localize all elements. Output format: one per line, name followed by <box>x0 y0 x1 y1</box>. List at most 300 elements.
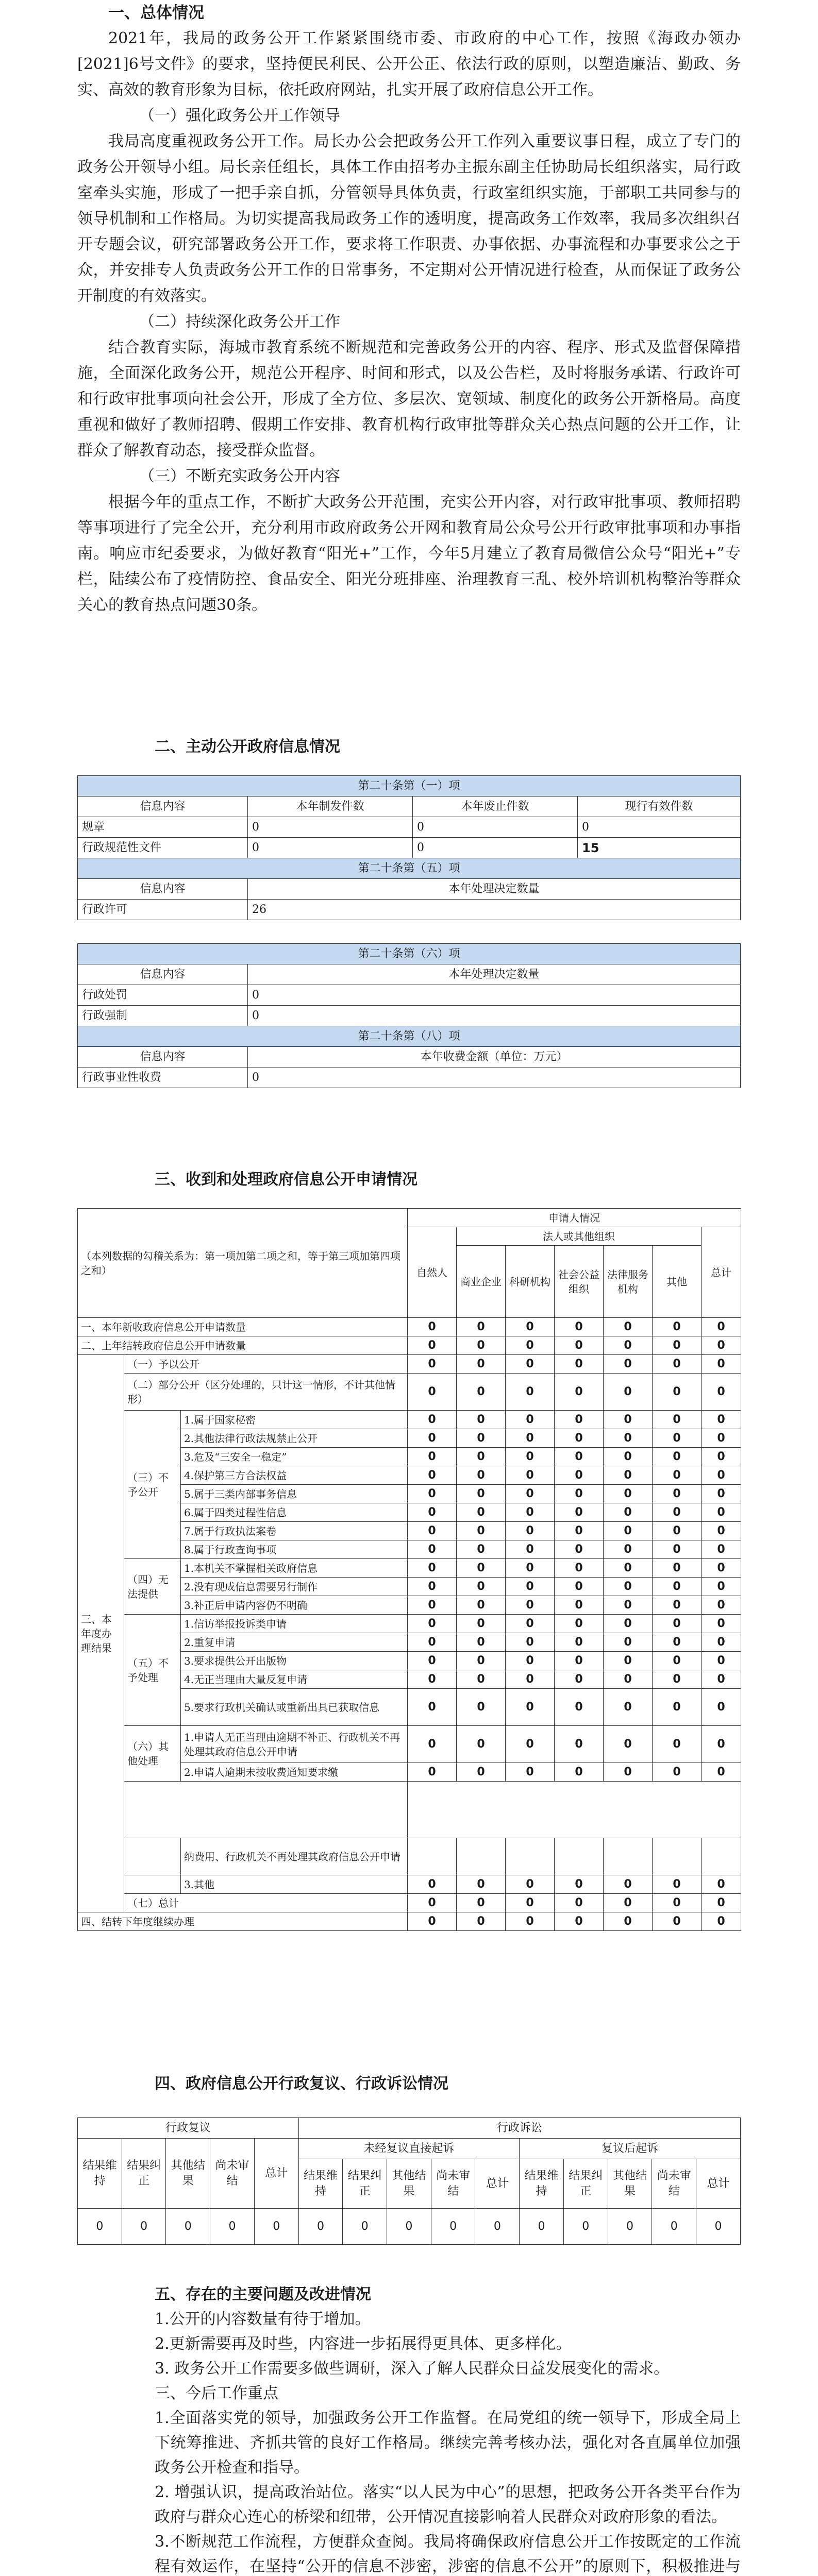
table-cell: 0 <box>254 2209 298 2245</box>
table-cell: 0 <box>506 1578 555 1596</box>
issue-item: 2.更新需要再及时些，内容进一步拓展得更具体、更多样化。 <box>155 2335 572 2353</box>
table-cell: 0 <box>702 1411 741 1429</box>
table-cell: 0 <box>457 1522 506 1540</box>
table-cell: 0 <box>702 1485 741 1503</box>
table-cell: 0 <box>653 1763 702 1782</box>
table-cell: 0 <box>702 1726 741 1763</box>
table-cell: 0 <box>702 1912 741 1931</box>
table-cell: 0 <box>604 1336 653 1355</box>
review-litigation-table <box>77 2117 741 2245</box>
table-cell: 0 <box>652 2209 696 2245</box>
table-cell: 0 <box>210 2209 255 2245</box>
table-cell: 0 <box>506 1355 555 1374</box>
table-cell: 26 <box>248 900 741 920</box>
table-row <box>78 1355 741 1374</box>
table-cell: 0 <box>457 1726 506 1763</box>
table-cell: 0 <box>457 1374 506 1411</box>
row-label: 纳费用、行政机关不再处理其政府信息公开申请 <box>181 1838 408 1875</box>
table-row <box>78 1559 741 1578</box>
table-cell: 规章 <box>78 817 248 838</box>
table-cell: 0 <box>555 1726 604 1763</box>
table-cell: 0 <box>604 1689 653 1726</box>
table-cell: 0 <box>298 2209 343 2245</box>
table-cell: 0 <box>248 838 413 858</box>
table-band: 第二十条第（六）项 <box>78 944 741 964</box>
table-cell: 0 <box>702 1540 741 1559</box>
table-cell: 0 <box>653 1596 702 1615</box>
table-row <box>78 900 741 920</box>
table-cell: 0 <box>604 1894 653 1912</box>
row-label: （二）部分公开（区分处理的，只计这一情形，不计其他情形） <box>124 1374 408 1411</box>
table-cell: 0 <box>604 1374 653 1411</box>
table-cell: 0 <box>653 1894 702 1912</box>
row-label: 2.重复申请 <box>181 1633 408 1652</box>
section-heading: 一、总体情况 <box>108 4 204 22</box>
table-cell: 0 <box>457 1336 506 1355</box>
table-cell: 0 <box>653 1726 702 1763</box>
table-header: 信息内容 <box>78 796 248 817</box>
table-header: 科研机构 <box>506 1246 555 1318</box>
table-cell: 0 <box>457 1355 506 1374</box>
table-cell: 15 <box>578 838 741 858</box>
section-heading: 三、收到和处理政府信息公开申请情况 <box>155 1171 418 1189</box>
table-header: 结果维持 <box>78 2139 122 2209</box>
table-cell: 0 <box>608 2209 652 2245</box>
table-cell: 0 <box>408 1522 457 1540</box>
table-cell: 0 <box>604 1652 653 1670</box>
table-cell: 0 <box>431 2209 475 2245</box>
table-cell: 0 <box>604 1578 653 1596</box>
active-disclosure-table <box>77 775 741 1088</box>
table-cell: 0 <box>604 1448 653 1466</box>
table-cell: 0 <box>506 1374 555 1411</box>
table-cell: 0 <box>604 1670 653 1689</box>
table-cell: 0 <box>457 1633 506 1652</box>
table-cell: 0 <box>457 1615 506 1633</box>
table-cell: 0 <box>555 1355 604 1374</box>
table-cell: 0 <box>457 1318 506 1336</box>
table-cell: 行政强制 <box>78 1006 248 1026</box>
table-cell: 0 <box>702 1336 741 1355</box>
table-cell: 0 <box>408 1466 457 1485</box>
table-cell: 0 <box>653 1578 702 1596</box>
table-cell: 0 <box>506 1875 555 1894</box>
table-cell: 0 <box>506 1411 555 1429</box>
table-cell: 0 <box>506 1912 555 1931</box>
table-band: 第二十条第（一）项 <box>78 776 741 796</box>
table-cell: 0 <box>653 1540 702 1559</box>
table-cell: 0 <box>702 1318 741 1336</box>
table-header: 结果维持 <box>520 2159 564 2209</box>
table-header: 自然人 <box>408 1227 457 1318</box>
table-cell: 0 <box>604 1503 653 1522</box>
table-cell: 0 <box>457 1670 506 1689</box>
table-cell: 0 <box>457 1912 506 1931</box>
table-cell: 0 <box>702 1875 741 1894</box>
table-cell: 0 <box>555 1429 604 1448</box>
table-row <box>78 1875 741 1894</box>
row-label: 2.没有现成信息需要另行制作 <box>181 1578 408 1596</box>
table-cell: 0 <box>555 1596 604 1615</box>
row-label: 3.补正后申请内容仍不明确 <box>181 1596 408 1615</box>
table-row <box>78 817 741 838</box>
table-cell: 0 <box>604 1633 653 1652</box>
table-cell <box>124 1838 181 1875</box>
table-cell: 0 <box>604 1485 653 1503</box>
table-cell: 0 <box>702 1894 741 1912</box>
table-cell: 0 <box>555 1633 604 1652</box>
table-cell: 0 <box>702 1633 741 1652</box>
table-cell: 0 <box>506 1540 555 1559</box>
table-cell: 0 <box>555 1652 604 1670</box>
table-cell: 0 <box>653 1318 702 1336</box>
table-row <box>78 1374 741 1411</box>
table-band: 第二十条第（八）项 <box>78 1026 741 1047</box>
row-group-label: （六）其他处理 <box>124 1726 181 1782</box>
section-heading: 四、政府信息公开行政复议、行政诉讼情况 <box>155 2075 448 2093</box>
table-header: 现行有效件数 <box>578 796 741 817</box>
table-cell: 0 <box>555 1448 604 1466</box>
table-cell: 0 <box>248 1067 741 1088</box>
table-cell: 0 <box>653 1411 702 1429</box>
row-label: 二、上年结转政府信息公开申请数量 <box>78 1336 408 1355</box>
table-cell: 0 <box>506 1633 555 1652</box>
row-label: 1.信访举报投诉类申请 <box>181 1615 408 1633</box>
table-cell: 0 <box>506 1670 555 1689</box>
table-cell: 0 <box>578 817 741 838</box>
table-cell <box>408 1838 457 1875</box>
table-cell: 0 <box>702 1355 741 1374</box>
table-cell: 0 <box>457 1429 506 1448</box>
table-cell: 0 <box>555 1466 604 1485</box>
table-cell: 0 <box>555 1689 604 1726</box>
table-cell: 0 <box>475 2209 520 2245</box>
table-cell: 0 <box>408 1912 457 1931</box>
table-cell: 0 <box>506 1615 555 1633</box>
table-header: 尚未审结 <box>431 2159 475 2209</box>
table-cell: 0 <box>702 1466 741 1485</box>
table-cell: 0 <box>408 1596 457 1615</box>
table-cell: 0 <box>604 1318 653 1336</box>
table-cell: 0 <box>653 1448 702 1466</box>
row-group-label: （五）不予处理 <box>124 1615 181 1726</box>
row-label: 1.属于国家秘密 <box>181 1411 408 1429</box>
table-row <box>78 1336 741 1355</box>
table-cell: 0 <box>457 1763 506 1782</box>
table-cell: 行政许可 <box>78 900 248 920</box>
table-cell: 0 <box>343 2209 387 2245</box>
row-group-label: 三、本年度办理结果 <box>78 1355 124 1912</box>
table-cell: 0 <box>457 1689 506 1726</box>
table-row <box>78 985 741 1006</box>
table-header: 结果纠正 <box>563 2159 608 2209</box>
section-overview <box>77 0 741 618</box>
table-header: 本年制发件数 <box>248 796 413 817</box>
table-cell: 0 <box>506 1318 555 1336</box>
table-row <box>78 1411 741 1429</box>
table-cell <box>124 1875 181 1894</box>
table-cell: 0 <box>457 1411 506 1429</box>
table-cell: 0 <box>604 1355 653 1374</box>
table-cell: 0 <box>555 1559 604 1578</box>
table-cell: 0 <box>408 1355 457 1374</box>
table-cell: 0 <box>457 1540 506 1559</box>
table-cell: 0 <box>555 1374 604 1411</box>
table-cell: 0 <box>506 1485 555 1503</box>
table-cell: 0 <box>506 1503 555 1522</box>
table-cell: 0 <box>506 1726 555 1763</box>
table-header: 行政诉讼 <box>298 2118 740 2139</box>
table-header: 其他结果 <box>166 2139 210 2209</box>
table-cell: 0 <box>457 1559 506 1578</box>
table-cell: 0 <box>506 1894 555 1912</box>
row-label: 1.申请人无正当理由逾期不补正、行政机关不再处理其政府信息公开申请 <box>181 1726 408 1763</box>
table-cell: 0 <box>604 1540 653 1559</box>
subsection-paragraph: 结合教育实际，海城市教育系统不断规范和完善政务公开的内容、程序、形式及监督保障措施，全面深化政务公开，规范公开程序、时间和形式，以及公告栏，及时将服务承诺、行政许可和行政审批事项向社会公开，形成了全方位、多层次、宽领域、制度化的政务公开新格局。高度重视和做好了教师招聘、假期工作安排、教育机构行政审批等群众关心热点问题的公开工作，让群众了解教育动态，接受群众监督。 <box>77 338 741 460</box>
table-cell: 0 <box>506 1522 555 1540</box>
table-cell: 0 <box>248 817 413 838</box>
row-label: 2.其他法律行政法规禁止公开 <box>181 1429 408 1448</box>
row-label: 4.保护第三方合法权益 <box>181 1466 408 1485</box>
table-cell: 0 <box>604 1875 653 1894</box>
table-cell: 0 <box>604 1411 653 1429</box>
table-row <box>78 1894 741 1912</box>
table-cell: 0 <box>604 1466 653 1485</box>
table-cell <box>653 1838 702 1875</box>
table-cell: 0 <box>604 1522 653 1540</box>
table-cell <box>457 1838 506 1875</box>
table-cell: 0 <box>555 1485 604 1503</box>
subsection-title: 三、今后工作重点 <box>155 2384 278 2402</box>
row-label: 1.本机关不掌握相关政府信息 <box>181 1559 408 1578</box>
table-row <box>78 838 741 858</box>
table-cell: 0 <box>702 1578 741 1596</box>
subsection-title: （三）不断充实政务公开内容 <box>139 467 340 485</box>
section-plans <box>155 2406 741 2576</box>
table-cell: 0 <box>506 1596 555 1615</box>
table-cell: 0 <box>653 1429 702 1448</box>
table-cell: 0 <box>653 1503 702 1522</box>
section-heading: 五、存在的主要问题及改进情况 <box>155 2285 371 2303</box>
table-cell: 0 <box>604 1559 653 1578</box>
table-cell: 0 <box>702 1670 741 1689</box>
table-cell: 0 <box>653 1355 702 1374</box>
table-cell: 0 <box>166 2209 210 2245</box>
table-cell: 0 <box>248 985 741 1006</box>
subsection-title: （二）持续深化政务公开工作 <box>139 313 340 331</box>
table-cell: 0 <box>413 817 578 838</box>
table-header: 申请人情况 <box>408 1209 741 1227</box>
table-cell: 0 <box>604 1763 653 1782</box>
table-header: 其他结果 <box>608 2159 652 2209</box>
table-cell: 0 <box>555 1503 604 1522</box>
table-cell: 0 <box>653 1652 702 1670</box>
application-table <box>77 1208 741 1931</box>
row-label: 6.属于四类过程性信息 <box>181 1503 408 1522</box>
row-label: 3.要求提供公开出版物 <box>181 1652 408 1670</box>
table-cell: 0 <box>653 1875 702 1894</box>
table-cell <box>604 1838 653 1875</box>
row-label: 7.属于行政执法案卷 <box>181 1522 408 1540</box>
table-header: 总计 <box>702 1227 741 1318</box>
table-cell <box>506 1838 555 1875</box>
row-label: （七）总计 <box>124 1894 408 1912</box>
table-row <box>78 1615 741 1633</box>
table-cell: 0 <box>653 1374 702 1411</box>
table-header: 社会公益组织 <box>555 1246 604 1318</box>
table-cell: 0 <box>408 1875 457 1894</box>
table-cell: 0 <box>457 1485 506 1503</box>
table-header: 行政复议 <box>78 2118 299 2139</box>
table-cell: 0 <box>408 1578 457 1596</box>
table-cell: 0 <box>702 1374 741 1411</box>
table-cell: 0 <box>457 1466 506 1485</box>
section-heading: 二、主动公开政府信息情况 <box>155 738 340 756</box>
table-header: 商业企业 <box>457 1246 506 1318</box>
table-cell: 0 <box>555 1522 604 1540</box>
issue-item: 3. 政务公开工作需要多做些调研，深入了解人民群众日益发展变化的需求。 <box>155 2360 670 2378</box>
table-cell: 0 <box>408 1540 457 1559</box>
row-label: 3.危及“三安全一稳定” <box>181 1448 408 1466</box>
table-cell: 0 <box>702 1652 741 1670</box>
table-cell: 0 <box>78 2209 122 2245</box>
row-label: 一、本年新收政府信息公开申请数量 <box>78 1318 408 1336</box>
table-cell: 0 <box>408 1485 457 1503</box>
subsection-title: （一）强化政务公开工作领导 <box>139 107 340 125</box>
row-label: 3.其他 <box>181 1875 408 1894</box>
table-cell: 0 <box>555 1875 604 1894</box>
table-cell: 0 <box>506 1763 555 1782</box>
table-cell: 0 <box>408 1670 457 1689</box>
table-header: 结果纠正 <box>122 2139 166 2209</box>
table-cell: 0 <box>408 1894 457 1912</box>
table-cell: 0 <box>506 1466 555 1485</box>
table-cell: 0 <box>408 1652 457 1670</box>
row-label: 4.无正当理由大量反复申请 <box>181 1670 408 1689</box>
table-cell: 0 <box>653 1670 702 1689</box>
table-cell: 0 <box>555 1894 604 1912</box>
table-cell: 0 <box>122 2209 166 2245</box>
table-header: 结果维持 <box>298 2159 343 2209</box>
table-cell: 0 <box>457 1894 506 1912</box>
table-cell: 0 <box>653 1522 702 1540</box>
section-issues <box>155 2282 741 2406</box>
table-cell: 0 <box>555 1615 604 1633</box>
table-cell: 0 <box>653 1485 702 1503</box>
table-row <box>78 1726 741 1763</box>
table-cell: 0 <box>702 1596 741 1615</box>
table-header: 尚未审结 <box>210 2139 255 2209</box>
table-cell: 0 <box>696 2209 741 2245</box>
table-cell: 0 <box>555 1670 604 1689</box>
table-cell: 0 <box>555 1578 604 1596</box>
table-header: 其他结果 <box>387 2159 431 2209</box>
row-label: 2.申请人逾期未按收费通知要求缴 <box>181 1763 408 1782</box>
table-cell: 0 <box>555 1912 604 1931</box>
table-row <box>78 1912 741 1931</box>
table-cell: 0 <box>653 1615 702 1633</box>
table-header: 总计 <box>475 2159 520 2209</box>
table-cell: 0 <box>604 1596 653 1615</box>
table-cell: 0 <box>653 1689 702 1726</box>
table-cell: 0 <box>506 1559 555 1578</box>
table-cell: 0 <box>408 1411 457 1429</box>
table-cell: 0 <box>506 1689 555 1726</box>
table-cell: 0 <box>653 1336 702 1355</box>
table-cell: 0 <box>457 1448 506 1466</box>
table-band: 第二十条第（五）项 <box>78 858 741 879</box>
table-header: 结果纠正 <box>343 2159 387 2209</box>
table-cell: 0 <box>413 838 578 858</box>
table-row <box>78 1318 741 1336</box>
plan-item: 1.全面落实党的领导，加强政务公开工作监督。在局党组的统一领导下，形成全局上下统筹推进、齐抓共管的良好工作格局。继续完善考核办法，强化对各直属单位加强政务公开检查和指导。 <box>155 2409 741 2477</box>
table-cell: 0 <box>555 1411 604 1429</box>
table-cell: 0 <box>457 1596 506 1615</box>
table-header: 本年收费金额（单位：万元） <box>248 1047 741 1067</box>
table-cell: 0 <box>520 2209 564 2245</box>
intro-paragraph: 2021年，我局的政务公开工作紧紧围绕市委、市政府的中心工作，按照《海政办领办[2021]6号文件》的要求，坚持便民利民、公开公正、依法行政的原则，以塑造廉洁、勤政、务实、高效的教育形象为目标，依托政府网站，扎实开展了政府信息公开工作。 <box>77 29 741 99</box>
table-cell: 0 <box>604 1429 653 1448</box>
row-label: 5.要求行政机关确认或重新出具已获取信息 <box>181 1689 408 1726</box>
table-cell: 0 <box>408 1689 457 1726</box>
table-cell: 0 <box>506 1448 555 1466</box>
table-cell: 0 <box>604 1615 653 1633</box>
row-group-label: （四）无法提供 <box>124 1559 181 1615</box>
table-header: 复议后起诉 <box>520 2139 741 2159</box>
row-label: 四、结转下年度继续办理 <box>78 1912 408 1931</box>
table-cell: 0 <box>653 1912 702 1931</box>
table-cell: 0 <box>653 1633 702 1652</box>
table-cell: 0 <box>702 1448 741 1466</box>
issue-item: 1.公开的内容数量有待于增加。 <box>155 2310 371 2328</box>
table-cell: 0 <box>506 1429 555 1448</box>
table-cell: 0 <box>563 2209 608 2245</box>
table-row <box>78 1006 741 1026</box>
table-cell: 0 <box>408 1318 457 1336</box>
table-cell: 0 <box>457 1503 506 1522</box>
table-cell: 0 <box>408 1763 457 1782</box>
table-cell: 0 <box>408 1615 457 1633</box>
table-cell: 0 <box>387 2209 431 2245</box>
table-cell: 0 <box>702 1559 741 1578</box>
row-group-label: （三）不予公开 <box>124 1411 181 1559</box>
table-header: 法人或其他组织 <box>457 1227 702 1246</box>
table-header: 本年处理决定数量 <box>248 964 741 985</box>
plan-item: 2. 增强认识，提高政治站位。落实“以人民为中心”的思想，把政务公开各类平台作为政府与群众心连心的桥梁和纽带，公开情况直接影响着人民群众对政府形象的看法。 <box>155 2483 741 2526</box>
table-cell: 0 <box>408 1559 457 1578</box>
table-cell: 0 <box>702 1763 741 1782</box>
table-cell: 0 <box>702 1615 741 1633</box>
table-cell: 0 <box>555 1540 604 1559</box>
table-cell: 0 <box>702 1522 741 1540</box>
table-header: 总计 <box>254 2139 298 2209</box>
table-cell: 0 <box>408 1503 457 1522</box>
table-cell: 0 <box>408 1633 457 1652</box>
table-cell: 0 <box>408 1336 457 1355</box>
table-header: 本年废止件数 <box>413 796 578 817</box>
table-cell: 0 <box>604 1726 653 1763</box>
table-cell: 0 <box>702 1503 741 1522</box>
table-cell: 行政规范性文件 <box>78 838 248 858</box>
table-cell <box>702 1838 741 1875</box>
plan-item: 3.不断规范工作流程，方便群众查阅。我局将确保政府信息公开工作按既定的工作流程有效运作，在坚持“公开的信息不涉密，涉密的信息不公开”的原则下，积极推进与 <box>155 2533 741 2575</box>
table-cell: 0 <box>604 1912 653 1931</box>
table-cell: 0 <box>408 1726 457 1763</box>
subsection-paragraph: 根据今年的重点工作，不断扩大政务公开范围，充实公开内容，对行政审批事项、教师招聘等事项进行了完全公开，充分利用市政府政务公开网和教育局公众号公开行政审批事项和办事指南。响应市纪委要求，为做好教育“阳光+”工作，今年5月建立了教育局微信公众号“阳光+”专栏，陆续公布了疫情防控、食品安全、阳光分班排座、治理教育三乱、校外培训机构整治等群众关心的教育热点问题30条。 <box>77 493 741 614</box>
table-cell: 0 <box>408 1448 457 1466</box>
table-cell: 0 <box>408 1374 457 1411</box>
table-header: 尚未审结 <box>652 2159 696 2209</box>
